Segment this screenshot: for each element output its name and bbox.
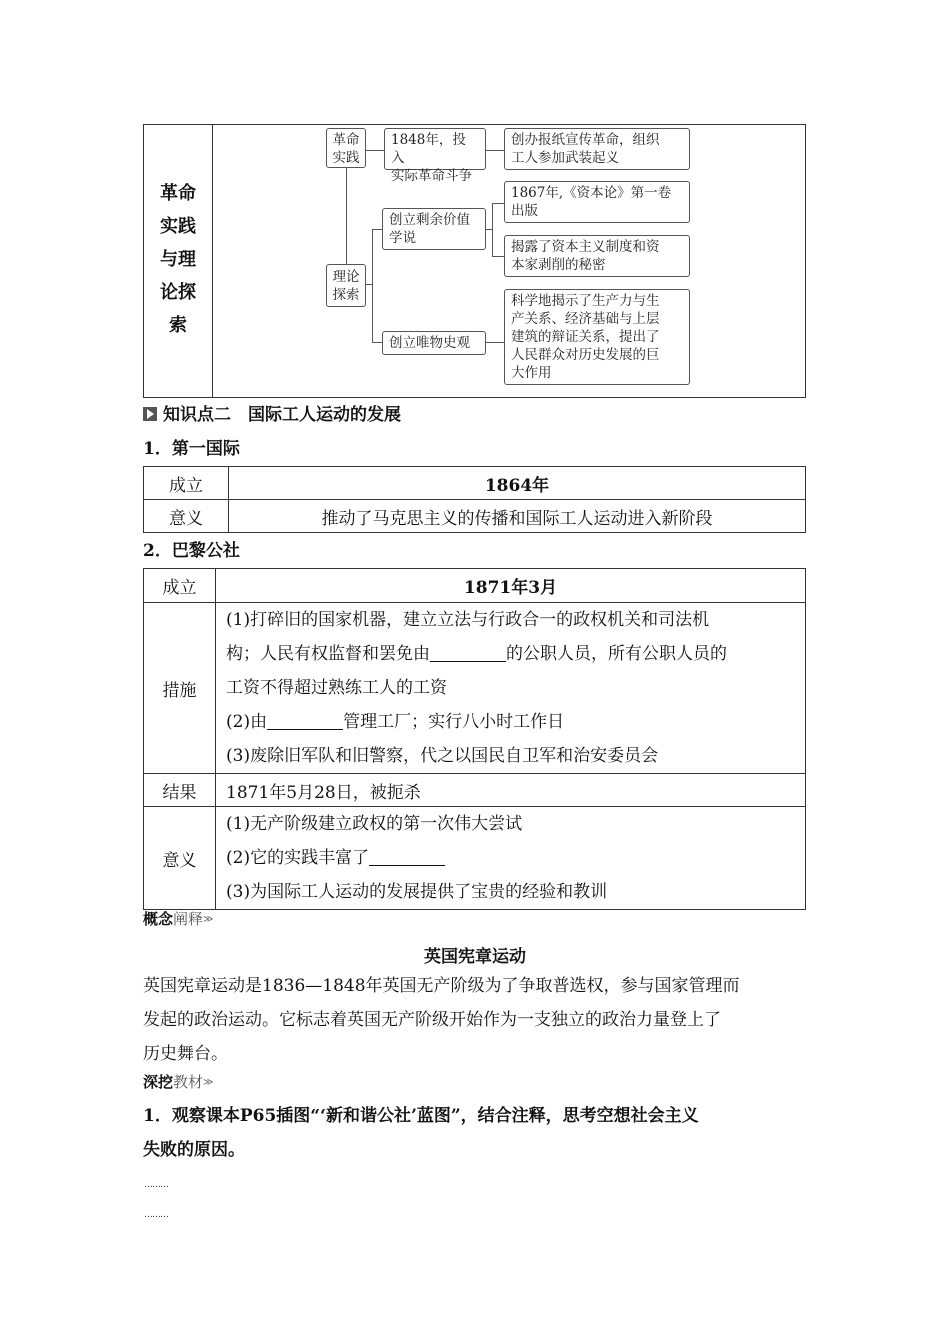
concept-paragraph: 英国宪章运动是1836—1848年英国无产阶级为了争取普选权，参与国家管理而 发起的政治运动。它标志着英国无产阶级开始作为一支独立的政治力量登上了 历史舞台。 bbox=[143, 976, 740, 1064]
meaning-line: (2)它的实践丰富了 bbox=[226, 841, 805, 875]
connector-line bbox=[372, 342, 382, 343]
answer-dots: ……… bbox=[144, 1180, 168, 1190]
fill-blank[interactable] bbox=[267, 709, 343, 730]
row-value: 1864年 bbox=[229, 467, 806, 500]
row-label: 结果 bbox=[144, 774, 216, 807]
question-1: 1．观察课本P65插图“‘新和谐公社’蓝图”，结合注释，思考空想社会主义 失败的原因。 bbox=[143, 1106, 699, 1160]
connector-line bbox=[372, 229, 382, 230]
node-capital: 1867年,《资本论》第一卷 出版 bbox=[504, 181, 690, 223]
paris-commune-heading: 2．巴黎公社 bbox=[143, 541, 240, 561]
row-value: 1871年3月 bbox=[216, 569, 806, 603]
first-international-heading: 1．第一国际 bbox=[143, 439, 240, 459]
measure-line: 工资不得超过熟练工人的工资 bbox=[226, 678, 447, 698]
connector-line bbox=[365, 150, 384, 151]
row-label: 成立 bbox=[144, 467, 229, 500]
dig-tag: 深挖教材≫ bbox=[143, 1073, 214, 1091]
map-left-column bbox=[144, 125, 213, 397]
measure-line: (3)废除旧军队和旧警察，代之以国民自卫军和治安委员会 bbox=[226, 746, 659, 766]
node-surplus-value: 创立剩余价值 学说 bbox=[382, 208, 486, 250]
node-reveal: 揭露了资本主义制度和资 本家剥削的秘密 bbox=[504, 235, 690, 277]
row-label: 意义 bbox=[144, 500, 229, 533]
measures-cell bbox=[216, 603, 806, 774]
chevron-down-icon: ≫ bbox=[203, 914, 214, 925]
node-materialism-detail: 科学地揭示了生产力与生 产关系、经济基础与上层 建筑的辩证关系，提出了 人民群众对历史发展的巨 大作用 bbox=[504, 289, 690, 385]
section-heading bbox=[143, 400, 401, 425]
connector-line bbox=[492, 256, 504, 257]
concept-tag: 概念阐释≫ bbox=[143, 910, 214, 928]
fill-blank[interactable] bbox=[369, 845, 445, 866]
node-practice-detail: 1848年，投入 实际革命斗争 bbox=[384, 128, 486, 170]
meaning-line: (1)无产阶级建立政权的第一次伟大尝试 bbox=[226, 814, 523, 834]
paris-commune-table bbox=[143, 568, 806, 910]
connector-line bbox=[485, 150, 504, 151]
measure-line: (1)打碎旧的国家机器，建立立法与行政合一的政权机关和司法机 bbox=[226, 610, 710, 630]
connector-line bbox=[485, 342, 504, 343]
node-practice: 革命 实践 bbox=[326, 128, 366, 168]
measure-line: (2)由 管理工厂；实行八小时工作日 bbox=[226, 705, 805, 739]
section-title: 知识点二 国际工人运动的发展 bbox=[163, 405, 401, 425]
fill-blank[interactable] bbox=[430, 641, 506, 662]
connector-line bbox=[346, 166, 347, 267]
row-label: 成立 bbox=[144, 569, 216, 603]
node-materialism: 创立唯物史观 bbox=[382, 331, 486, 355]
row-value: 推动了马克思主义的传播和国际工人运动进入新阶段 bbox=[229, 500, 806, 533]
meaning-line: (3)为国际工人运动的发展提供了宝贵的经验和教训 bbox=[226, 882, 608, 902]
play-triangle-icon bbox=[143, 407, 157, 421]
chevron-down-icon: ≫ bbox=[203, 1077, 214, 1088]
meaning-cell bbox=[216, 807, 806, 910]
first-international-table bbox=[143, 466, 806, 533]
node-theory: 理论 探索 bbox=[326, 264, 366, 307]
concept-title: 英国宪章运动 bbox=[424, 947, 526, 967]
row-value: 1871年5月28日，被扼杀 bbox=[216, 774, 806, 807]
connector-line bbox=[492, 203, 504, 204]
node-practice-result: 创办报纸宣传革命，组织 工人参加武装起义 bbox=[504, 128, 690, 170]
map-left-label: 革命 实践 与理 论探 索 bbox=[160, 183, 196, 336]
connector-line bbox=[492, 203, 493, 256]
measure-line: 构；人民有权监督和罢免由 的公职人员，所有公职人员的 bbox=[226, 637, 805, 671]
connector-line bbox=[372, 229, 373, 342]
answer-dots: ……… bbox=[144, 1210, 168, 1220]
row-label: 措施 bbox=[144, 603, 216, 774]
row-label: 意义 bbox=[144, 807, 216, 910]
